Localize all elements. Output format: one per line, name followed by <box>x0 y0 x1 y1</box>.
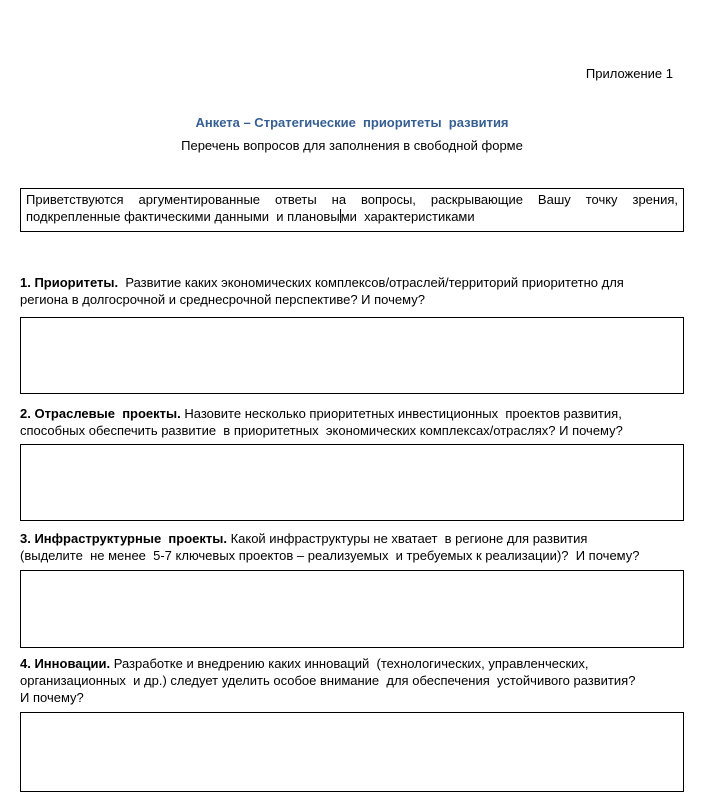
question-2-line-1 <box>20 405 692 422</box>
question-3-label: 3. Инфраструктурные проекты. <box>20 531 227 546</box>
appendix-label: Приложение 1 <box>585 66 673 81</box>
question-4-line-1 <box>20 655 692 672</box>
question-1-line-2: региона в долгосрочной и среднесрочной перспективе? И почему? <box>20 292 425 307</box>
answer-box-3[interactable] <box>20 570 684 648</box>
question-3-text: Какой инфраструктуры не хватает в регионе для развития <box>226 531 588 546</box>
notice-line-1: Приветствуются аргументированные ответы на вопросы, раскрывающие Вашу точку зрения, <box>26 192 678 207</box>
question-3-line-1 <box>20 530 692 547</box>
question-1 <box>20 274 692 308</box>
question-2 <box>20 405 692 439</box>
question-4-label: 4. Инновации. <box>20 656 111 671</box>
notice-line-2-after: ми характеристиками <box>340 209 475 224</box>
question-2-label: 2. Отраслевые проекты. <box>20 406 181 421</box>
answer-box-1[interactable] <box>20 317 684 394</box>
question-4-text: Разработке и внедрению каких инноваций (технологических, управленческих, <box>110 656 589 671</box>
document-title: Анкета – Стратегические приоритеты развития <box>195 115 509 130</box>
document-subtitle: Перечень вопросов для заполнения в свободной форме <box>181 138 523 153</box>
question-2-line-2: способных обеспечить развитие в приоритетных экономических комплексах/отраслях? И почему? <box>20 423 623 438</box>
question-4-line-3: И почему? <box>20 690 84 705</box>
notice-box[interactable] <box>20 188 684 232</box>
question-1-line-1 <box>20 274 692 291</box>
question-4 <box>20 655 692 706</box>
answer-box-2[interactable] <box>20 444 684 521</box>
question-1-label: 1. Приоритеты. <box>20 275 119 290</box>
question-1-text: Развитие каких экономических комплексов/отраслей/территорий приоритетно для <box>118 275 624 290</box>
notice-line-2 <box>26 208 678 225</box>
question-4-line-2: организационных и др.) следует уделить особое внимание для обеспечения устойчивого развития? <box>20 673 636 688</box>
answer-box-4[interactable] <box>20 712 684 792</box>
notice-line-2-before: подкрепленные фактическими данными и плановы <box>26 209 340 224</box>
question-3-line-2: (выделите не менее 5-7 ключевых проектов – реализуемых и требуемых к реализации)? И почему? <box>20 548 640 563</box>
question-3 <box>20 530 692 564</box>
question-2-text: Назовите несколько приоритетных инвестиционных проектов развития, <box>180 406 622 421</box>
